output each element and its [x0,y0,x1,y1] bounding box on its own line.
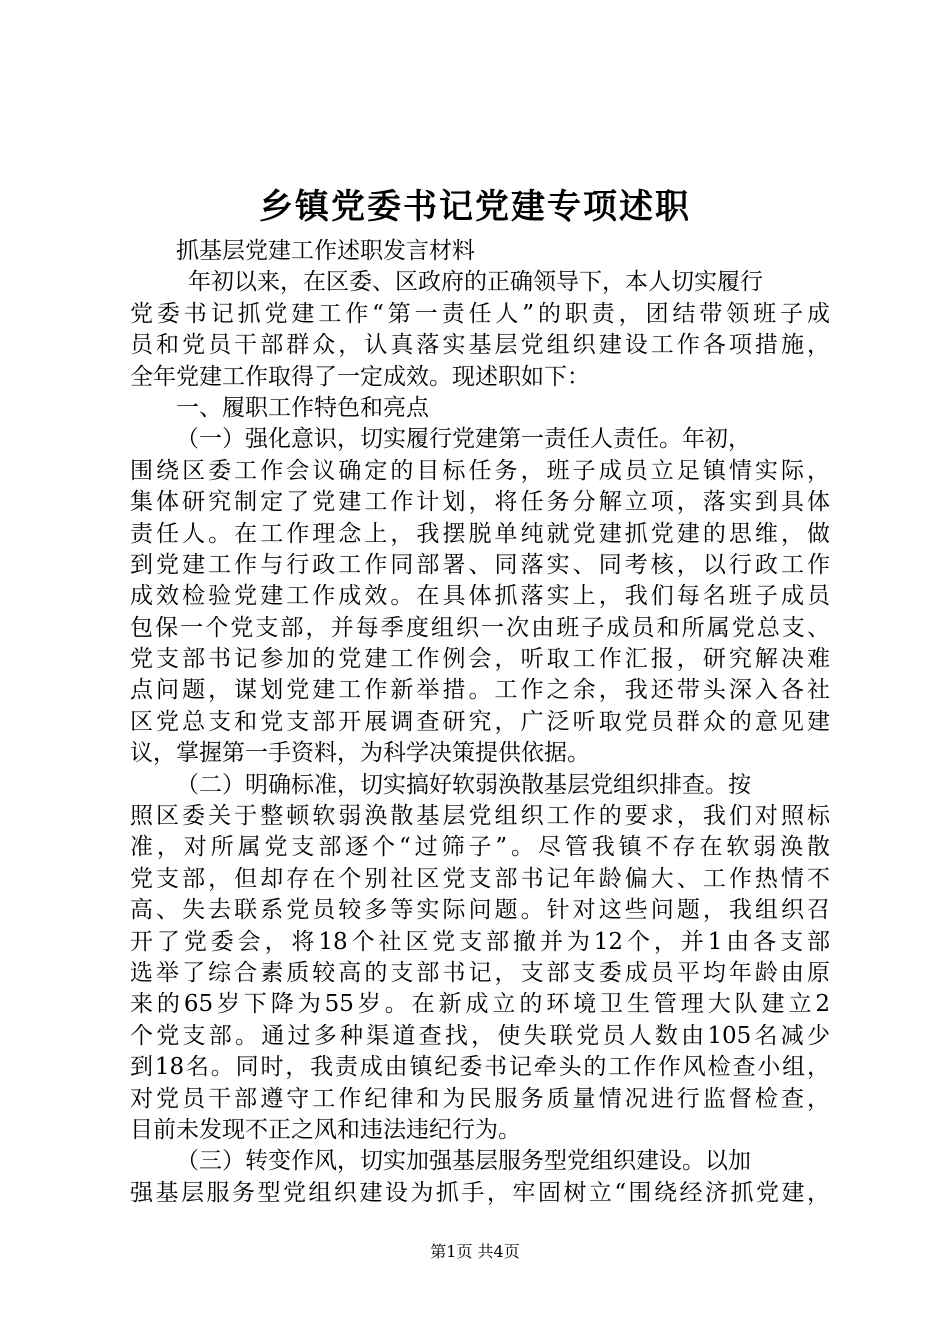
paragraph-line: 对党员干部遵守工作纪律和为民服务质量情况进行监督检查， [130,1085,830,1112]
paragraph-line: 高、失去联系党员较多等实际问题。针对这些问题，我组织召 [130,897,830,924]
paragraph-line: 员和党员干部群众，认真落实基层党组织建设工作各项措施， [130,332,830,359]
paragraph-line: 准，对所属党支部逐个“过筛子”。尽管我镇不存在软弱涣散 [130,834,830,861]
paragraph-line: （一）强化意识，切实履行党建第一责任人责任。年初， [176,426,751,453]
paragraph-line: 个党支部。通过多种渠道查找，使失联党员人数由105名减少 [130,1022,830,1049]
page-footer: 第1页 共4页 [430,1242,520,1261]
paragraph-line: 全年党建工作取得了一定成效。现述职如下： [130,363,590,390]
paragraph-line: 集体研究制定了党建工作计划，将任务分解立项，落实到具体 [130,489,830,516]
document-body [130,236,830,1209]
paragraph-line: 议，掌握第一手资料，为科学决策提供依据。 [130,740,590,767]
paragraph-line: 照区委关于整顿软弱涣散基层党组织工作的要求，我们对照标 [130,803,830,830]
paragraph-line: 来的65岁下降为55岁。在新成立的环境卫生管理大队建立2 [130,991,830,1018]
paragraph-line: 到党建工作与行政工作同部署、同落实、同考核，以行政工作 [130,551,830,578]
document-title: 乡镇党委书记党建专项述职 [259,187,691,227]
paragraph-line: 党支部，但却存在个别社区党支部书记年龄偏大、工作热情不 [130,865,830,892]
paragraph-line: 成效检验党建工作成效。在具体抓落实上，我们每名班子成员 [130,583,830,610]
section-heading: 一、履职工作特色和亮点 [176,394,429,421]
paragraph-line: 区党总支和党支部开展调查研究，广泛听取党员群众的意见建 [130,708,830,735]
paragraph-line: 开了党委会，将18个社区党支部撤并为12个，并1由各支部 [130,928,830,955]
paragraph-line: 年初以来，在区委、区政府的正确领导下，本人切实履行 [188,269,763,296]
paragraph-line: 选举了综合素质较高的支部书记，支部支委成员平均年龄由原 [130,959,830,986]
paragraph-line: 目前未发现不正之风和违法违纪行为。 [130,1116,521,1143]
subtitle-line: 抓基层党建工作述职发言材料 [176,238,475,264]
paragraph-line: （二）明确标准，切实搞好软弱涣散基层党组织排查。按 [176,771,751,798]
paragraph-line: 责任人。在工作理念上，我摆脱单纯就党建抓党建的思维，做 [130,520,830,547]
paragraph-line: 围绕区委工作会议确定的目标任务，班子成员立足镇情实际， [130,457,830,484]
paragraph-line: （三）转变作风，切实加强基层服务型党组织建设。以加 [176,1148,751,1175]
paragraph-line: 包保一个党支部，并每季度组织一次由班子成员和所属党总支、 [130,614,830,641]
paragraph-line: 党支部书记参加的党建工作例会，听取工作汇报，研究解决难 [130,646,830,673]
paragraph-line: 强基层服务型党组织建设为抓手，牢固树立“围绕经济抓党建， [130,1179,830,1206]
paragraph-line: 到18名。同时，我责成由镇纪委书记牵头的工作作风检查小组， [130,1054,830,1081]
paragraph-line: 党委书记抓党建工作“第一责任人”的职责，团结带领班子成 [130,300,830,327]
paragraph-line: 点问题，谋划党建工作新举措。工作之余，我还带头深入各社 [130,677,830,704]
